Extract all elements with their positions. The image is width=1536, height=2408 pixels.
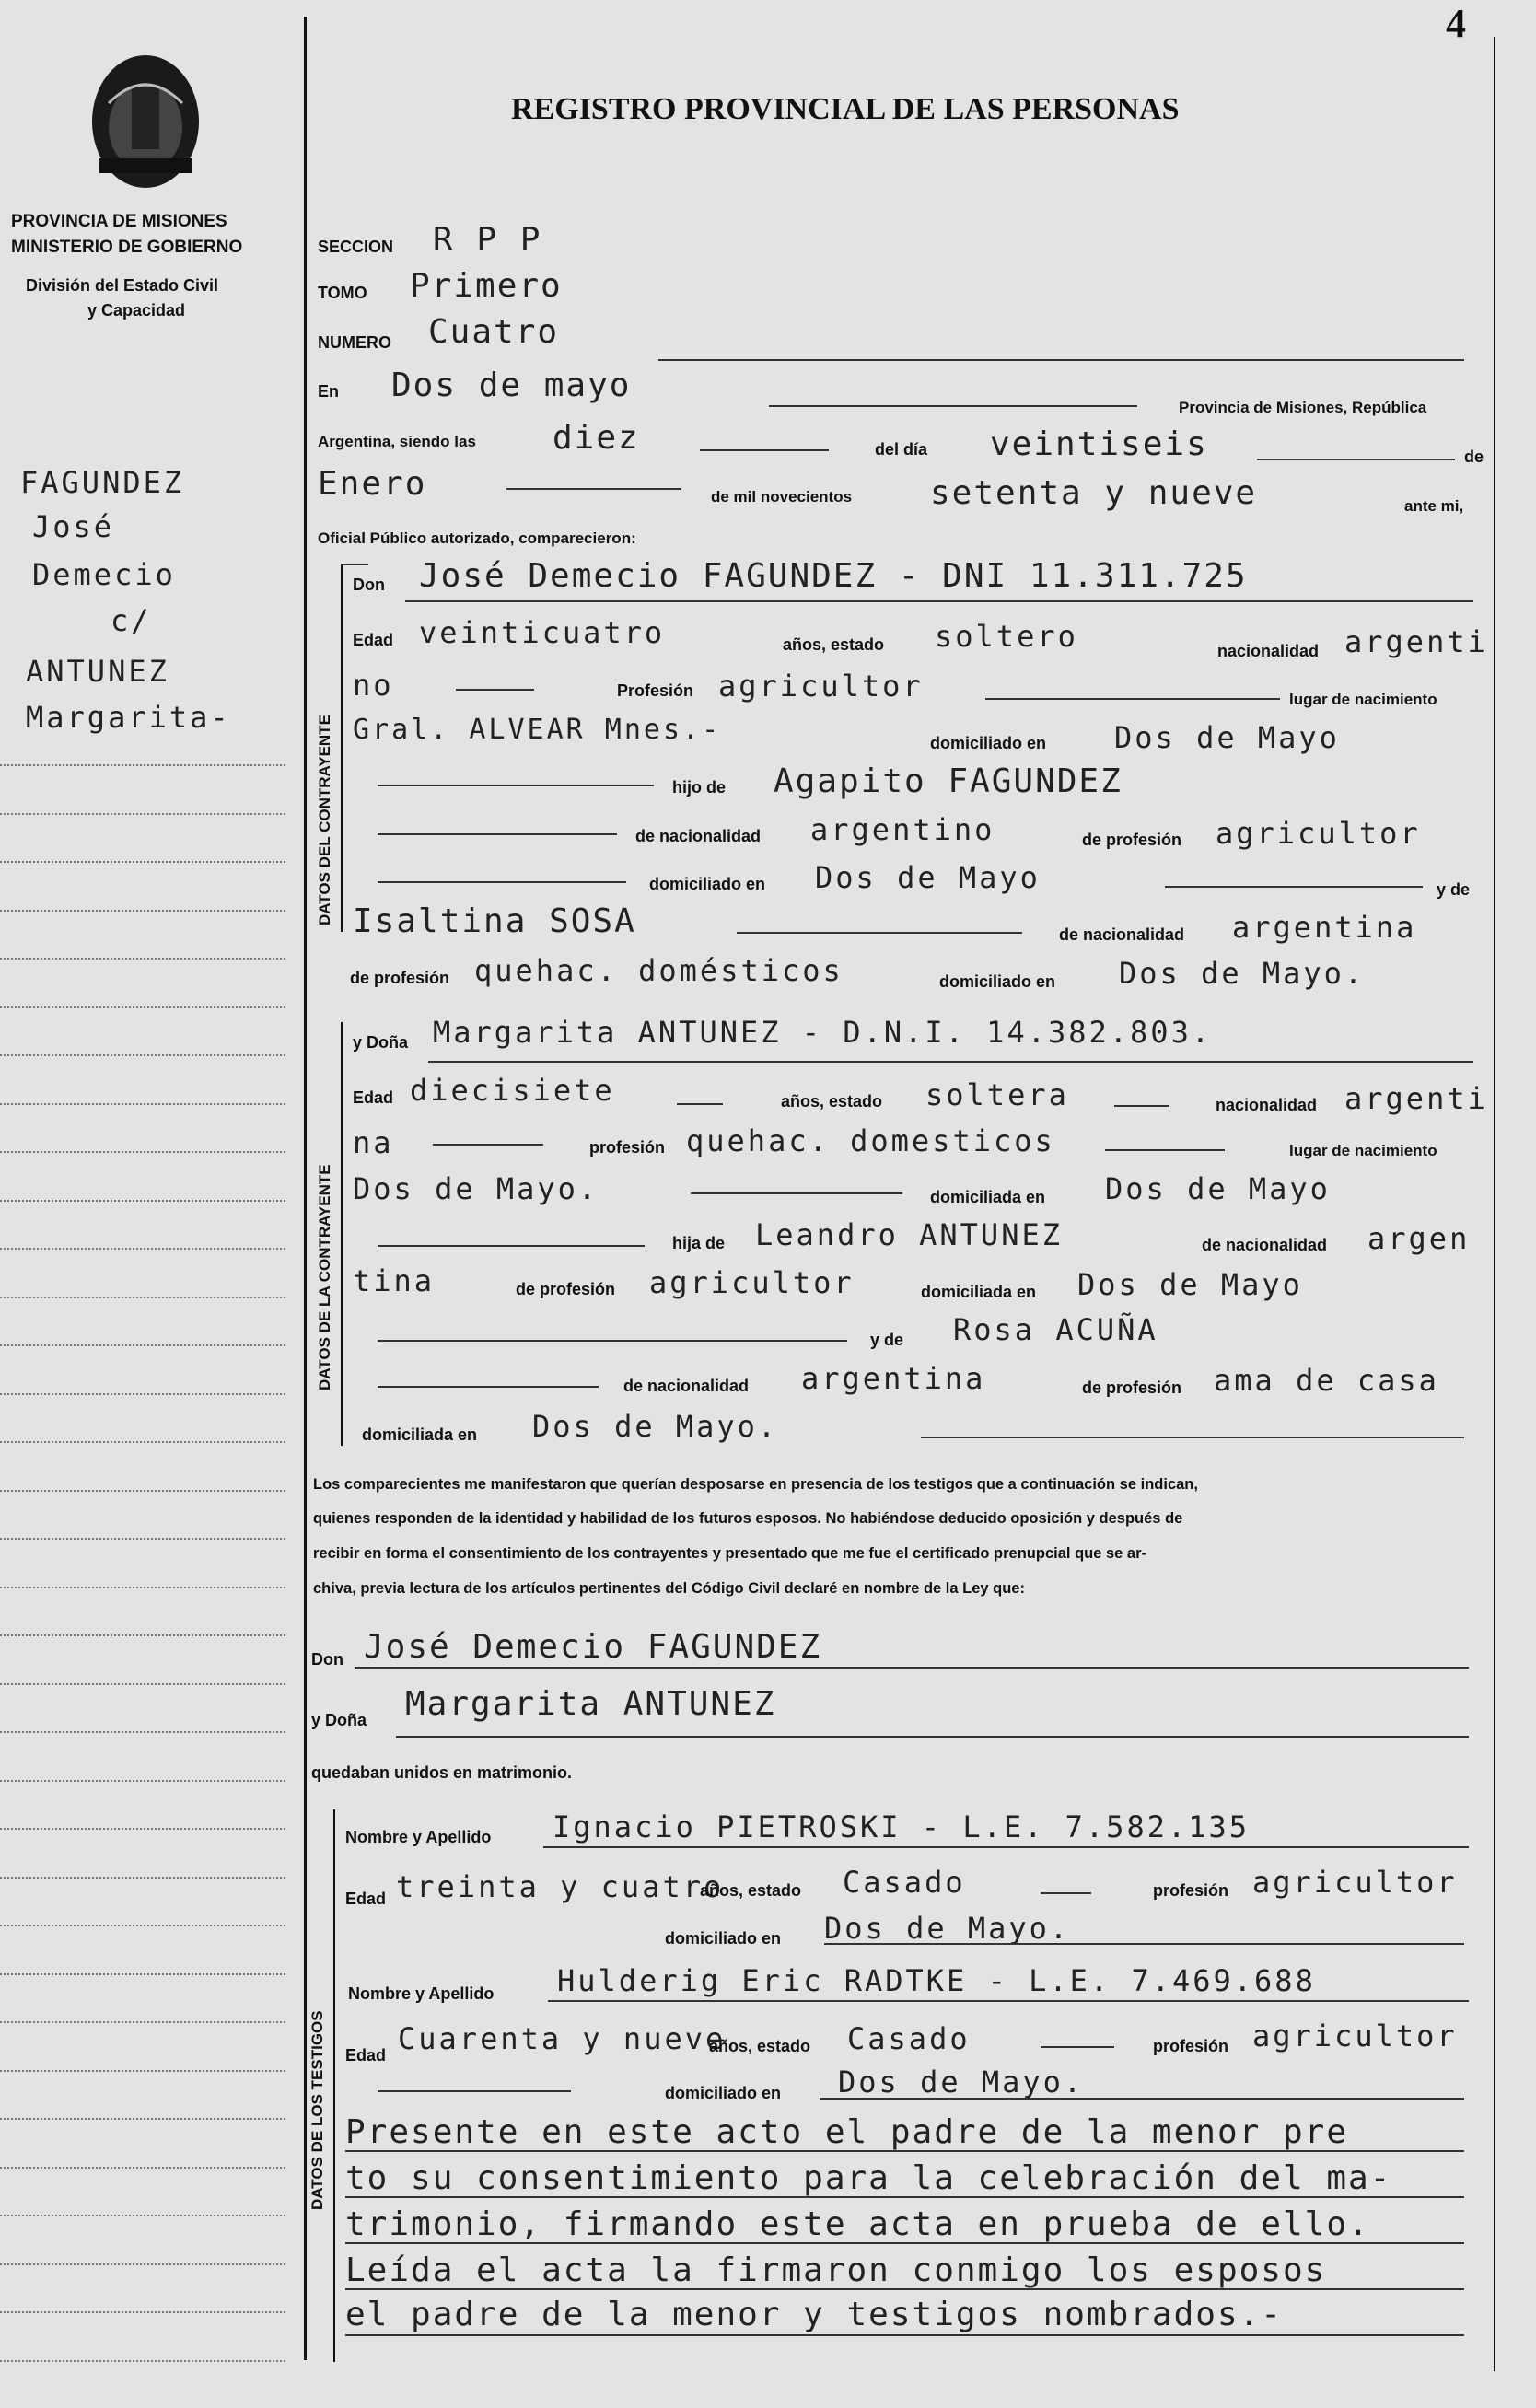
- contrayente-bracket: [341, 564, 343, 932]
- declaracion-line-4: chiva, previa lectura de los artículos pertinentes del Código Civil declaré en nombre de la Ley que:: [313, 1580, 1025, 1597]
- nombre-label: Nombre y Apellido: [345, 1828, 492, 1846]
- profesion-label: profesión: [1153, 2037, 1229, 2055]
- testigo-2-profesion: agricultor: [1252, 2018, 1458, 2053]
- testigo-2-domicilio: Dos de Mayo.: [838, 2065, 1085, 2100]
- domic-label: domiciliado en: [665, 1929, 782, 1948]
- contrayenta-domicilio: Dos de Mayo: [1105, 1171, 1331, 1206]
- contrayenta-nac-1: argenti: [1344, 1081, 1488, 1116]
- contrayenta-edad: diecisiete: [410, 1073, 615, 1108]
- mil-label: de mil novecientos: [711, 488, 853, 506]
- ministry-name: MINISTERIO DE GOBIERNO: [11, 238, 243, 257]
- prof-madre-label: de profesión: [1082, 1378, 1182, 1397]
- margin-rule-line: [0, 861, 285, 863]
- edad-label: Edad: [345, 2046, 387, 2065]
- testigos-bracket: [333, 1809, 335, 2362]
- nac-madre-label: de nacionalidad: [1059, 925, 1185, 944]
- testigo-1-edad: treinta y cuatro: [396, 1869, 725, 1904]
- y-de-label: y de: [870, 1331, 904, 1349]
- prof-padre-label: de profesión: [1082, 831, 1182, 849]
- anio-value: setenta y nueve: [930, 474, 1258, 512]
- padre-nombre: Agapito FAGUNDEZ: [774, 762, 1123, 800]
- margin-rule-line: [0, 764, 285, 766]
- margin-rule-line: [0, 1780, 285, 1782]
- hora-value: diez: [553, 419, 640, 457]
- margin-rule-line: [0, 2070, 285, 2072]
- contrayenta-lugar: Dos de Mayo.: [353, 1171, 599, 1206]
- estado-label: años, estado: [709, 2037, 811, 2055]
- margin-rule-line: [0, 1828, 285, 1830]
- contrayenta-nombre: Margarita ANTUNEZ - D.N.I. 14.382.803.: [433, 1015, 1213, 1050]
- nac-padre-label: de nacionalidad: [1202, 1236, 1328, 1254]
- margin-rule-line: [0, 2263, 285, 2265]
- dom-madre-label: domiciliado en: [939, 972, 1056, 991]
- margin-rule-line: [0, 2215, 285, 2216]
- y-de-label: y de: [1437, 880, 1471, 899]
- profesion-label: profesión: [589, 1138, 666, 1157]
- lugar-label: lugar de nacimiento: [1289, 691, 1437, 708]
- dia-value: veintiseis: [990, 425, 1208, 463]
- madre-nombre: Isaltina SOSA: [353, 902, 636, 940]
- contrayenta-padre-nac-1: argen: [1367, 1221, 1471, 1256]
- numero-label: NUMERO: [318, 333, 391, 352]
- provincial-emblem-icon: [81, 48, 210, 195]
- argentina-label: Argentina, siendo las: [318, 433, 476, 450]
- en-label: En: [318, 382, 340, 401]
- margin-rule-line: [0, 1200, 285, 1202]
- contrayenta-madre: Rosa ACUÑA: [953, 1312, 1158, 1347]
- contrayente-profesion: agricultor: [718, 669, 924, 704]
- margin-note-line: Margarita-: [26, 700, 231, 735]
- seccion-value: R P P: [433, 221, 542, 259]
- contrayente-edad: veinticuatro: [419, 615, 666, 650]
- margin-note-line: ANTUNEZ: [26, 654, 169, 689]
- margin-rule-line: [0, 1344, 285, 1346]
- dona-label: y Doña: [311, 1711, 367, 1729]
- margin-ruled-lines: [0, 0, 295, 2408]
- contrayenta-madre-nac: argentina: [801, 1361, 986, 1396]
- de-label: de: [1464, 448, 1484, 466]
- contrayenta-padre-domicilio: Dos de Mayo: [1077, 1267, 1303, 1302]
- estado-label: años, estado: [700, 1881, 802, 1900]
- nacionalidad-label: nacionalidad: [1216, 1096, 1318, 1114]
- margin-note-line: FAGUNDEZ: [20, 465, 185, 500]
- margin-rule-line: [0, 958, 285, 960]
- dom-madre-label: domiciliada en: [362, 1425, 478, 1444]
- en-value: Dos de mayo: [391, 366, 632, 404]
- declaracion-line-3: recibir en forma el consentimiento de los contrayentes y presentado que me fue el certificado prenupcial que se ar-: [313, 1545, 1147, 1562]
- margin-note-line: Demecio: [32, 557, 176, 592]
- margin-rule-line: [0, 2118, 285, 2120]
- lugar-label: lugar de nacimiento: [1289, 1142, 1437, 1159]
- provincia-label: Provincia de Misiones, República: [1179, 399, 1427, 416]
- edad-label: Edad: [353, 1088, 394, 1107]
- margin-rule-line: [0, 1731, 285, 1733]
- margin-rule-line: [0, 1103, 285, 1105]
- observaciones-line-5: el padre de la menor y testigos nombrados.-: [345, 2296, 1283, 2333]
- oficial-label: Oficial Público autorizado, comparecieron:: [318, 529, 636, 547]
- page-number: 4: [1446, 1, 1466, 46]
- margin-rule-line: [0, 2311, 285, 2313]
- profesion-label: Profesión: [617, 681, 694, 700]
- contrayente-section-label: DATOS DEL CONTRAYENTE: [316, 715, 333, 925]
- margin-rule-line: [0, 1587, 285, 1588]
- madre-nacionalidad: argentina: [1232, 910, 1417, 945]
- contrayenta-madre-domicilio: Dos de Mayo.: [532, 1409, 779, 1444]
- testigo-1-profesion: agricultor: [1252, 1865, 1458, 1900]
- contrayenta-section-label: DATOS DE LA CONTRAYENTE: [316, 1164, 333, 1390]
- declaracion-don: José Demecio FAGUNDEZ: [364, 1628, 822, 1666]
- hija-label: hija de: [672, 1234, 726, 1252]
- observaciones-line-3: trimonio, firmando este acta en prueba de ello.: [345, 2205, 1370, 2243]
- margin-rule-line: [0, 1973, 285, 1975]
- contrayenta-padre-nac-2: tina: [353, 1263, 436, 1298]
- margin-rule-line: [0, 2167, 285, 2169]
- margin-rule-line: [0, 1248, 285, 1250]
- left-border-line: [304, 17, 307, 2360]
- margin-rule-line: [0, 1441, 285, 1443]
- observaciones-line-4: Leída el acta la firmaron conmigo los esposos: [345, 2251, 1327, 2289]
- madre-profesion: quehac. domésticos: [474, 953, 844, 988]
- margin-rule-line: [0, 910, 285, 912]
- division-line-2: y Capacidad: [87, 301, 186, 320]
- margin-note-line: c/: [111, 603, 152, 638]
- testigo-2-estado: Casado: [847, 2021, 971, 2056]
- division-line-1: División del Estado Civil: [26, 276, 219, 295]
- ante-label: ante mi,: [1404, 497, 1464, 515]
- contrayente-estado: soltero: [935, 619, 1078, 654]
- contrayenta-madre-profesion: ama de casa: [1214, 1363, 1439, 1398]
- margin-rule-line: [0, 1490, 285, 1492]
- page-title: REGISTRO PROVINCIAL DE LAS PERSONAS: [511, 92, 1180, 126]
- domiciliada-label: domiciliada en: [930, 1188, 1046, 1206]
- margin-rule-line: [0, 2360, 285, 2362]
- dona-label: y Doña: [353, 1033, 409, 1052]
- margin-rule-line: [0, 1054, 285, 1056]
- observaciones-line-2: to su consentimiento para la celebración del ma-: [345, 2159, 1392, 2197]
- padre-domicilio: Dos de Mayo: [815, 860, 1041, 895]
- margin-rule-line: [0, 2021, 285, 2023]
- contrayenta-bracket: [341, 1022, 343, 1446]
- numero-value: Cuatro: [428, 313, 560, 351]
- margin-rule-line: [0, 1683, 285, 1685]
- contrayente-domicilio: Dos de Mayo: [1114, 720, 1340, 755]
- estado-label: años, estado: [781, 1092, 883, 1111]
- don-label: Don: [353, 576, 385, 594]
- contrayente-nac-1: argenti: [1344, 624, 1488, 659]
- margin-rule-line: [0, 1151, 285, 1153]
- contrayenta-padre: Leandro ANTUNEZ: [755, 1217, 1063, 1252]
- tomo-label: TOMO: [318, 284, 367, 302]
- profesion-label: profesión: [1153, 1881, 1229, 1900]
- margin-rule-line: [0, 1006, 285, 1008]
- declaracion-line-1: Los comparecientes me manifestaron que querían desposarse en presencia de los testigos que a continuación se indican,: [313, 1476, 1198, 1493]
- dom-padre-label: domiciliado en: [649, 875, 766, 893]
- testigo-1-nombre: Ignacio PIETROSKI - L.E. 7.582.135: [553, 1809, 1251, 1844]
- contrayenta-nac-2: na: [353, 1125, 394, 1160]
- right-border-line: [1494, 37, 1495, 2371]
- testigo-1-estado: Casado: [843, 1865, 966, 1900]
- edad-label: Edad: [345, 1890, 387, 1908]
- observaciones-line-1: Presente en este acto el padre de la menor pre: [345, 2113, 1348, 2151]
- seccion-label: SECCION: [318, 238, 394, 256]
- dom-padre-label: domiciliada en: [921, 1283, 1037, 1301]
- don-label: Don: [311, 1650, 343, 1669]
- testigo-1-domicilio: Dos de Mayo.: [824, 1911, 1071, 1946]
- padre-profesion: agricultor: [1216, 816, 1421, 851]
- testigo-2-nombre: Hulderig Eric RADTKE - L.E. 7.469.688: [557, 1963, 1316, 1998]
- margin-rule-line: [0, 1393, 285, 1395]
- unidos-label: quedaban unidos en matrimonio.: [311, 1763, 573, 1782]
- domic-label: domiciliado en: [665, 2084, 782, 2102]
- nac-madre-label: de nacionalidad: [623, 1377, 750, 1395]
- prof-padre-label: de profesión: [516, 1280, 616, 1298]
- del-dia-label: del día: [875, 440, 928, 459]
- testigo-2-edad: Cuarenta y nueve: [398, 2021, 727, 2056]
- contrayente-nac-2: no: [353, 668, 394, 703]
- margin-rule-line: [0, 1297, 285, 1298]
- padre-nacionalidad: argentino: [810, 812, 995, 847]
- margin-rule-line: [0, 1877, 285, 1879]
- nombre-label: Nombre y Apellido: [348, 1984, 495, 2003]
- prof-madre-label: de profesión: [350, 969, 450, 987]
- estado-label: años, estado: [783, 635, 885, 654]
- nacionalidad-label: nacionalidad: [1217, 642, 1320, 660]
- margin-rule-line: [0, 1538, 285, 1540]
- margin-rule-line: [0, 1634, 285, 1636]
- contrayente-lugar: Gral. ALVEAR Mnes.-: [353, 714, 722, 746]
- province-name: PROVINCIA DE MISIONES: [11, 212, 227, 231]
- tomo-value: Primero: [410, 267, 563, 305]
- declaracion-dona: Margarita ANTUNEZ: [405, 1685, 776, 1723]
- domiciliado-label: domiciliado en: [930, 734, 1047, 752]
- nac-padre-label: de nacionalidad: [635, 827, 762, 845]
- margin-note-line: José: [32, 509, 115, 544]
- contrayenta-profesion: quehac. domesticos: [686, 1123, 1055, 1158]
- contrayenta-estado: soltera: [925, 1077, 1069, 1112]
- mes-value: Enero: [318, 465, 427, 503]
- margin-rule-line: [0, 813, 285, 815]
- testigos-section-label: DATOS DE LOS TESTIGOS: [308, 2010, 326, 2210]
- margin-rule-line: [0, 1925, 285, 1926]
- hijo-label: hijo de: [672, 778, 726, 797]
- contrayenta-padre-profesion: agricultor: [649, 1265, 855, 1300]
- declaracion-line-2: quienes responden de la identidad y habilidad de los futuros esposos. No habiéndose deducido oposición y después de: [313, 1510, 1183, 1527]
- madre-domicilio: Dos de Mayo.: [1119, 956, 1366, 991]
- edad-label: Edad: [353, 631, 394, 649]
- contrayente-nombre: José Demecio FAGUNDEZ - DNI 11.311.725: [419, 557, 1248, 595]
